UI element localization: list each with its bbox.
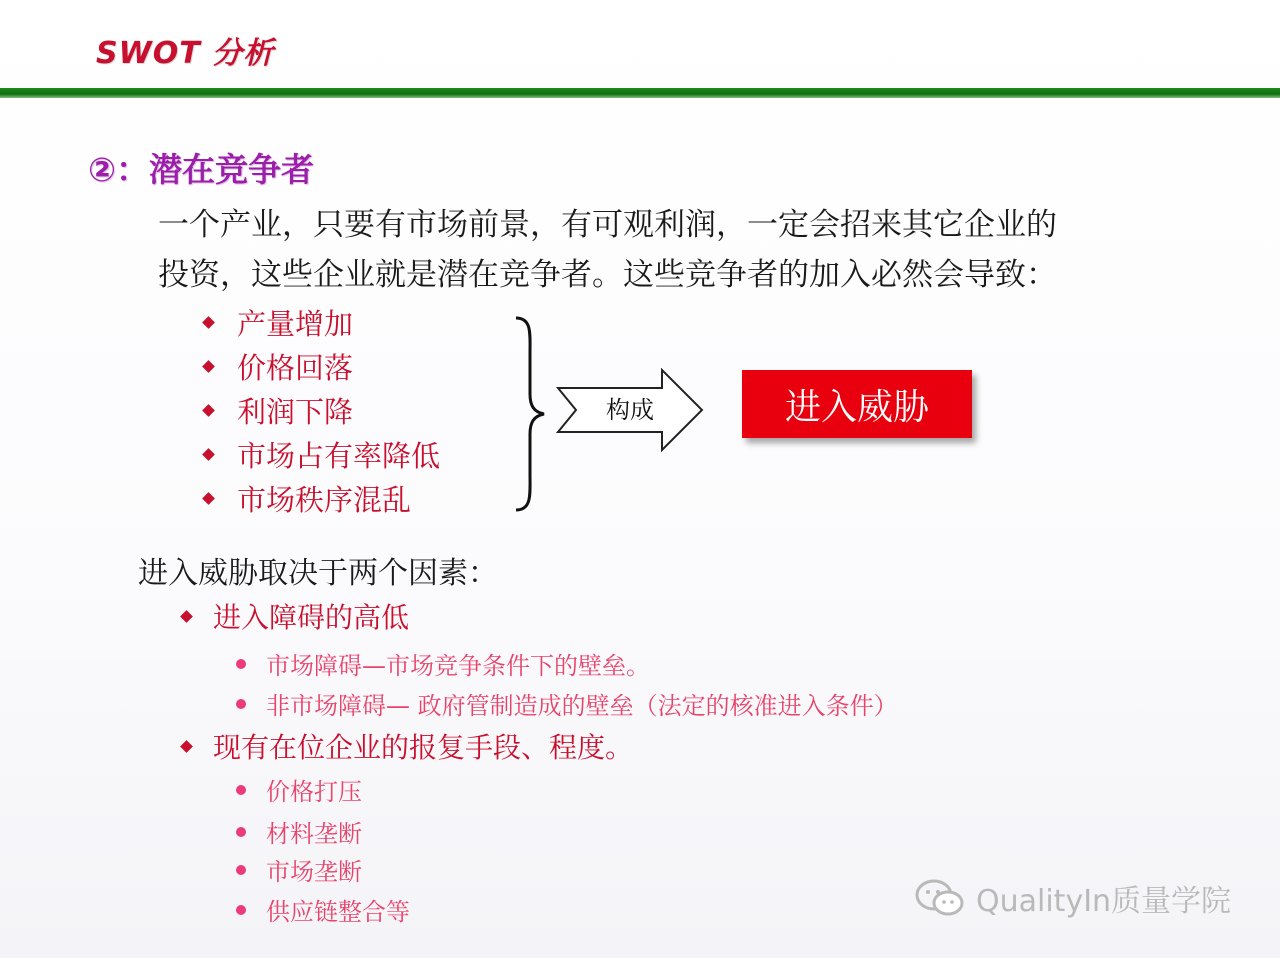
diamond-bullet-icon [202, 360, 215, 373]
watermark-text: QualityIn质量学院 [976, 884, 1232, 919]
effects-list [200, 300, 440, 520]
effect-item [200, 300, 440, 344]
diamond-bullet-icon [202, 316, 215, 329]
sub-item [236, 814, 362, 849]
intro-paragraph [158, 200, 1218, 300]
dot-bullet-icon [236, 659, 246, 669]
sub-label: 非市场障碍— 政府管制造成的壁垒（法定的核准进入条件） [266, 692, 898, 720]
effect-item [200, 344, 440, 388]
arrow-label: 构成 [606, 396, 654, 424]
header-divider [0, 88, 1280, 98]
sub-item [236, 646, 650, 681]
sub-item [236, 892, 410, 927]
sub-label: 材料垄断 [266, 820, 362, 848]
sub-label: 市场垄断 [266, 858, 362, 886]
sub-label: 价格打压 [266, 778, 362, 806]
dot-bullet-icon [236, 905, 246, 915]
right-brace-icon [510, 314, 550, 514]
diamond-bullet-icon [180, 740, 193, 753]
dot-bullet-icon [236, 865, 246, 875]
dot-bullet-icon [236, 785, 246, 795]
factor-label: 现有在位企业的报复手段、程度。 [213, 731, 634, 764]
dot-bullet-icon [236, 827, 246, 837]
effect-label: 产量增加 [237, 306, 354, 341]
sub-item [236, 686, 898, 721]
diamond-bullet-icon [202, 492, 215, 505]
factor-label: 进入障碍的高低 [213, 601, 410, 634]
factors-heading: 进入威胁取决于两个因素： [138, 556, 498, 591]
diamond-bullet-icon [202, 448, 215, 461]
effect-label: 利润下降 [237, 394, 354, 429]
sub-label: 供应链整合等 [266, 898, 410, 926]
factor-item [180, 726, 633, 766]
effect-label: 市场秩序混乱 [237, 482, 412, 517]
sub-item [236, 852, 362, 887]
dot-bullet-icon [236, 699, 246, 709]
wechat-icon [914, 878, 966, 918]
sub-label: 市场障碍—市场竞争条件下的壁垒。 [266, 652, 650, 680]
sub-item [236, 772, 362, 807]
diamond-bullet-icon [202, 404, 215, 417]
effect-item [200, 476, 440, 520]
intro-line-2: 投资，这些企业就是潜在竞争者。这些竞争者的加入必然会导致： [158, 257, 1057, 293]
factor-item [180, 596, 409, 636]
intro-line-1: 一个产业，只要有市场前景，有可观利润，一定会招来其它企业的 [158, 207, 1057, 243]
entry-threat-box: 进入威胁 [742, 370, 972, 438]
effect-item [200, 432, 440, 476]
effect-label: 价格回落 [237, 350, 354, 385]
watermark [914, 876, 1231, 920]
section-heading: ②：潜在竞争者 [88, 150, 314, 189]
effect-item [200, 388, 440, 432]
slide-header-title: SWOT 分析 [96, 36, 275, 71]
diamond-bullet-icon [180, 610, 193, 623]
effect-label: 市场占有率降低 [237, 438, 441, 473]
